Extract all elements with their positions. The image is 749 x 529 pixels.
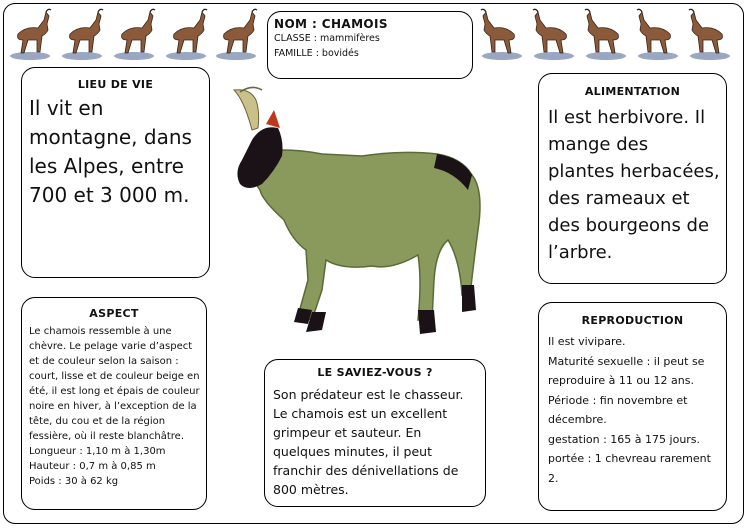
chamois-illustration	[222, 80, 512, 350]
alimentation-box	[538, 73, 727, 284]
reproduction-title: REPRODUCTION	[581, 314, 684, 327]
mini-chamois-icon	[60, 6, 106, 62]
mini-chamois-icon	[478, 6, 524, 62]
saviez-vous-title: LE SAVIEZ-VOUS ?	[317, 366, 433, 379]
aspect-hauteur: Hauteur : 0,7 m à 0,85 m	[29, 461, 156, 472]
mini-chamois-icon	[8, 6, 54, 62]
aspect-longueur: Longueur : 1,10 m à 1,30m	[29, 446, 166, 457]
famille-text: FAMILLE : bovidés	[274, 48, 359, 59]
aspect-description: Le chamois ressemble à une chèvre. Le pelage varie d’aspect et de couleur selon la saison : court, lisse et de couleur beige en été, il est long et épais de couleur noire en hiver, à l’exception de la tête, du cou et de la région fessière, où il reste blanchâtre.	[29, 326, 200, 442]
nom-title: NOM : CHAMOIS	[274, 17, 388, 31]
aspect-box	[21, 297, 207, 510]
mini-chamois-icon	[582, 6, 628, 62]
reproduction-text	[539, 327, 726, 488]
alimentation-text: Il est herbivore. Il mange des plantes herbacées, des rameaux et des bourgeons de l’arbre.	[548, 107, 720, 263]
reproduction-line: Maturité sexuelle : il peut se reproduire à 11 ou 12 ans.	[548, 354, 705, 387]
lieu-de-vie-text: Il vit en montagne, dans les Alpes, entre 700 et 3 000 m.	[29, 96, 192, 207]
mini-chamois-icon	[530, 6, 576, 62]
reproduction-line: gestation : 165 à 175 jours.	[548, 432, 701, 446]
aspect-poids: Poids : 30 à 62 kg	[29, 476, 119, 487]
lieu-de-vie-title: LIEU DE VIE	[77, 78, 154, 91]
mini-chamois-icon	[164, 6, 210, 62]
mini-chamois-icon	[634, 6, 680, 62]
saviez-vous-text: Son prédateur est le chasseur. Le chamois est un excellent grimpeur et sauteur. En quelques minutes, il peut franchir des dénivellations de 800 mètres.	[273, 387, 464, 497]
reproduction-line: portée : 1 chevreau rarement 2.	[548, 452, 711, 485]
chamois-row-right	[478, 6, 736, 66]
aspect-title: ASPECT	[89, 307, 139, 320]
lieu-de-vie-box	[21, 67, 210, 278]
reproduction-line: Il est vivipare.	[548, 335, 626, 348]
chamois-row-left	[8, 6, 260, 66]
reproduction-box	[538, 302, 727, 511]
mini-chamois-icon	[214, 6, 260, 62]
nom-box	[267, 11, 473, 79]
reproduction-line: Période : fin novembre et décembre.	[548, 393, 688, 426]
aspect-text	[22, 320, 206, 489]
saviez-vous-box	[264, 359, 486, 507]
mini-chamois-icon	[686, 6, 732, 62]
mini-chamois-icon	[112, 6, 158, 62]
alimentation-title: ALIMENTATION	[584, 85, 681, 98]
classe-text: CLASSE : mammifères	[274, 33, 380, 44]
